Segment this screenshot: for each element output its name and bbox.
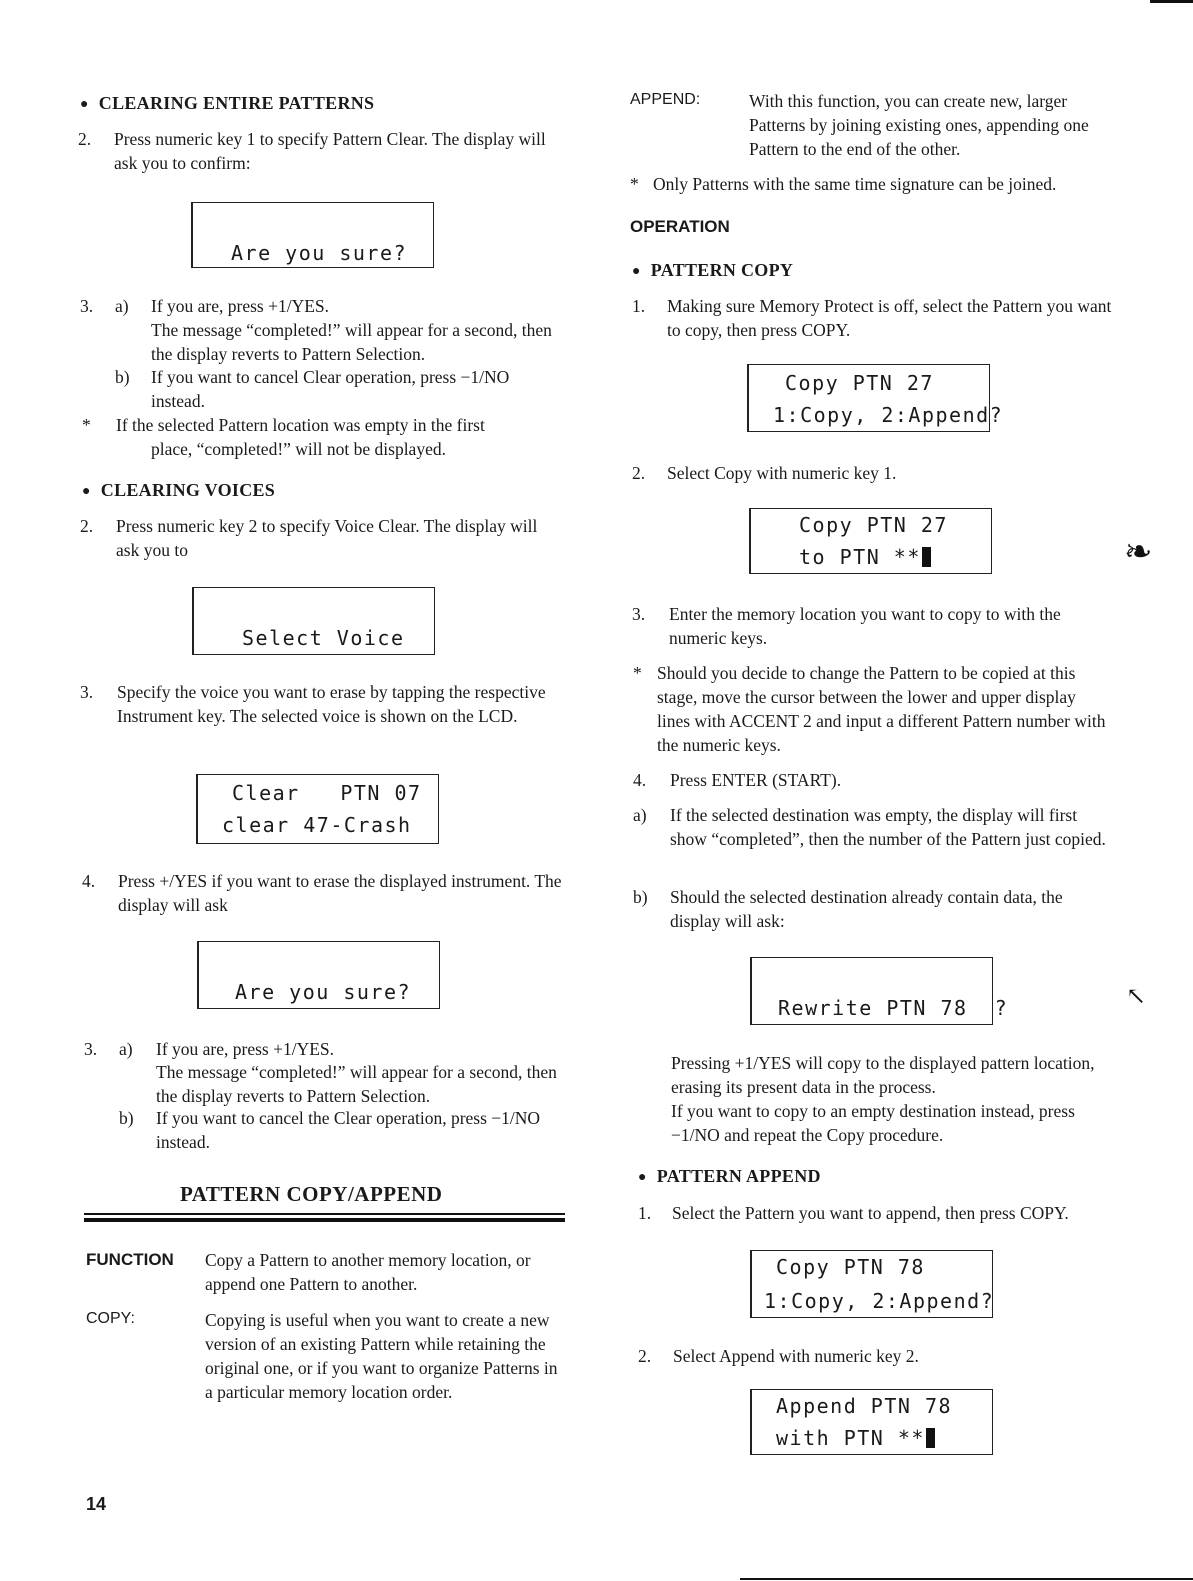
step-number: 3. <box>80 682 94 702</box>
note-star: * <box>633 663 642 683</box>
lcd-line: Copy PTN 27 <box>799 513 948 537</box>
step-text: If you want to cancel Clear operation, press −1/NO instead. <box>151 367 510 411</box>
step-text: Should the selected destination already contain data, the display will ask: <box>670 887 1063 931</box>
step-text: Press +/YES if you want to erase the displayed instrument. The display will ask <box>118 871 562 915</box>
margin-mark: ❧ <box>1124 534 1153 571</box>
sub-step-label: a) <box>119 1039 133 1059</box>
step-number: 2. <box>638 1346 652 1366</box>
step-text: Press numeric key 1 to specify Pattern Clear. The display will ask you to confirm: <box>114 129 546 173</box>
sub-step-label: b) <box>633 887 648 907</box>
lcd-display <box>197 941 440 1009</box>
note-text: place, “completed!” will not be displayed. <box>151 439 446 459</box>
step-number: 1. <box>638 1203 652 1223</box>
step-text: The message “completed!” will appear for a second, then the display reverts to Pattern Selection. <box>156 1062 557 1106</box>
step-text: If you are, press +1/YES. <box>151 296 330 316</box>
lcd-line: to PTN ** <box>799 545 931 569</box>
append-text: With this function, you can create new, larger Patterns by joining existing ones, appending one Pattern to the end of the other. <box>749 91 1089 159</box>
note-star: * <box>82 415 91 435</box>
lcd-display <box>749 508 992 574</box>
step-text: If you are, press +1/YES. <box>156 1039 335 1059</box>
lcd-line: Copy PTN 27 <box>785 371 934 395</box>
step-text: If the selected destination was empty, the display will first show “completed”, then the number of the Pattern just copied. <box>670 805 1106 849</box>
function-label: FUNCTION <box>86 1250 174 1269</box>
lcd-line: Are you sure? <box>231 241 408 265</box>
function-text: Copy a Pattern to another memory location, or append one Pattern to another. <box>205 1250 531 1294</box>
append-label: APPEND: <box>630 91 701 108</box>
bottom-edge-mark <box>740 1578 1193 1580</box>
clearing-voices-heading: ● CLEARING VOICES <box>82 480 276 500</box>
step-text: Press ENTER (START). <box>670 770 842 790</box>
lcd-line: 1:Copy, 2:Append? <box>773 403 1004 427</box>
lcd-line: Append PTN 78 <box>776 1394 953 1418</box>
lcd-display <box>747 364 1004 432</box>
step-number: 4. <box>633 770 647 790</box>
step-number: 2. <box>80 516 94 536</box>
page-number: 14 <box>86 1494 107 1514</box>
lcd-line: Clear PTN 07 <box>232 781 422 805</box>
pattern-append-heading: ● PATTERN APPEND <box>638 1166 821 1186</box>
corner-edge-mark <box>1150 0 1193 3</box>
step-text: Enter the memory location you want to copy to with the numeric keys. <box>669 604 1061 648</box>
note-text: Should you decide to change the Pattern to be copied at this stage, move the cursor between the lower and upper display lines with ACCENT 2 and input a different Pattern number with the numeric keys. <box>657 663 1106 755</box>
step-text: Select Copy with numeric key 1. <box>667 463 897 483</box>
lcd-display <box>750 957 1009 1025</box>
step-text: If you want to cancel the Clear operation, press −1/NO instead. <box>156 1108 541 1152</box>
step-number: 1. <box>632 296 646 316</box>
note-text: Only Patterns with the same time signature can be joined. <box>653 174 1057 194</box>
sub-step-label: a) <box>633 805 647 825</box>
lcd-display <box>192 587 435 655</box>
step-text: Select the Pattern you want to append, then press COPY. <box>672 1203 1069 1223</box>
cursor-block <box>922 547 931 567</box>
step-text: The message “completed!” will appear for a second, then the display reverts to Pattern Selection. <box>151 320 552 364</box>
step-number: 4. <box>82 871 96 891</box>
lcd-display <box>191 202 434 268</box>
step-text: Making sure Memory Protect is off, select the Pattern you want to copy, then press COPY. <box>667 296 1112 340</box>
step-number: 2. <box>632 463 646 483</box>
lcd-display <box>196 774 439 844</box>
margin-mark: ↖ <box>1126 984 1147 1010</box>
note-star: * <box>630 174 639 194</box>
lcd-line: clear 47-Crash <box>222 813 412 837</box>
operation-heading: OPERATION <box>630 217 730 236</box>
step-number: 3. <box>80 296 94 316</box>
sub-step-label: b) <box>119 1108 134 1128</box>
step-text: Pressing +1/YES will copy to the displayed pattern location, erasing its present data in the process. <box>671 1053 1095 1097</box>
note-text: If the selected Pattern location was empty in the first <box>116 415 485 435</box>
step-number: 2. <box>78 129 92 149</box>
step-number: 3. <box>632 604 646 624</box>
step-text: If you want to copy to an empty destination instead, press −1/NO and repeat the Copy procedure. <box>671 1101 1075 1145</box>
lcd-line: Select Voice <box>242 626 405 650</box>
section-rule <box>84 1218 565 1222</box>
lcd-line: with PTN ** <box>776 1426 935 1450</box>
step-text: Press numeric key 2 to specify Voice Clear. The display will ask you to <box>116 516 538 560</box>
section-rule <box>84 1213 565 1215</box>
step-text: Select Append with numeric key 2. <box>673 1346 919 1366</box>
cursor-block <box>926 1428 935 1448</box>
copy-text: Copying is useful when you want to create a new version of an existing Pattern while retaining the original one, or if you want to organize Patterns in a particular memory location order. <box>205 1310 558 1402</box>
step-text: Specify the voice you want to erase by tapping the respective Instrument key. The selected voice is shown on the LCD. <box>117 682 546 726</box>
sub-step-label: a) <box>115 296 129 316</box>
sub-step-label: b) <box>115 367 130 387</box>
lcd-line: 1:Copy, 2:Append? <box>764 1289 995 1313</box>
step-number: 3. <box>84 1039 98 1059</box>
lcd-line: Are you sure? <box>235 980 412 1004</box>
lcd-line: Rewrite PTN 78 ? <box>778 996 1009 1020</box>
lcd-line: Copy PTN 78 <box>776 1255 925 1279</box>
lcd-display <box>750 1250 993 1318</box>
clearing-patterns-heading: ● CLEARING ENTIRE PATTERNS <box>80 93 375 113</box>
pattern-copy-heading: ● PATTERN COPY <box>632 260 794 280</box>
section-title: PATTERN COPY/APPEND <box>180 1182 443 1206</box>
copy-label: COPY: <box>86 1310 135 1327</box>
lcd-display <box>750 1389 993 1455</box>
